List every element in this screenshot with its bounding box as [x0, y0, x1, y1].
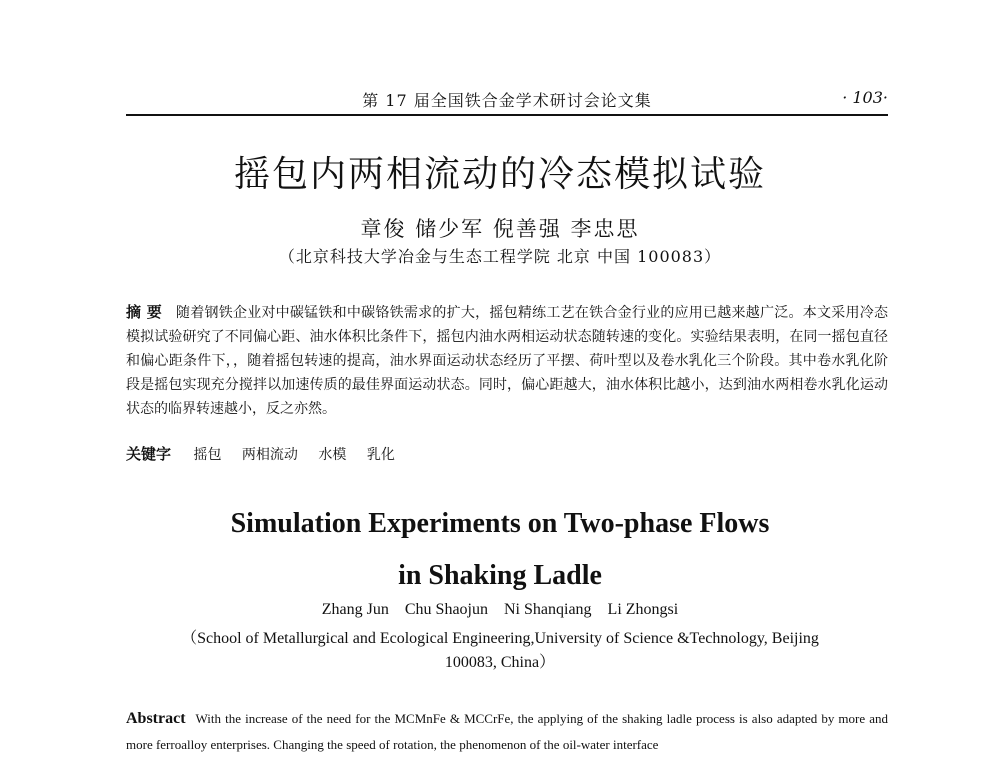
chinese-affiliation: （北京科技大学冶金与生态工程学院 北京 中国 100083）: [278, 247, 722, 266]
keyword: 水模: [318, 447, 347, 463]
page-number: · 103·: [842, 88, 888, 107]
english-title: [0, 498, 1000, 602]
chinese-keywords-label: 关键字: [126, 445, 172, 463]
chinese-title: 摇包内两相流动的冷态模拟试验: [233, 154, 766, 195]
english-author: Ni Shanqiang: [504, 601, 592, 618]
english-affiliation: [140, 627, 860, 675]
english-affiliation-line-2: 100083, China）: [444, 654, 556, 671]
english-title-line-1: Simulation Experiments on Two-phase Flows: [230, 508, 770, 539]
english-title-line-2: in Shaking Ladle: [398, 560, 602, 591]
english-author: Zhang Jun: [321, 601, 389, 618]
english-abstract-text: With the increase of the need for the MCMnFe & MCCrFe, the applying of the shaking ladle process is also adapted by more and more ferroalloy enterprises. Changing the speed of rotation, the phenomenon of the oil-water interface: [126, 711, 888, 752]
keyword: 两相流动: [241, 447, 298, 463]
running-header: [126, 86, 888, 116]
chinese-authors: 章俊 储少军 倪善强 李忠思: [360, 217, 640, 241]
chinese-abstract: [126, 300, 888, 421]
keyword: 乳化: [366, 447, 395, 463]
journal-title: 第 17 届全国铁合金学术研讨会论文集: [362, 91, 652, 110]
chinese-abstract-label: 摘 要: [126, 303, 162, 321]
keyword: 摇包: [193, 447, 222, 463]
english-affiliation-line-1: （School of Metallurgical and Ecological Engineering,University of Science &Technology, Beijing: [181, 630, 819, 647]
english-abstract-label: Abstract: [126, 710, 186, 727]
english-author: Li Zhongsi: [607, 601, 679, 618]
english-author: Chu Shaojun: [404, 601, 488, 618]
chinese-abstract-text: 随着钢铁企业对中碳锰铁和中碳铬铁需求的扩大，摇包精练工艺在铁合金行业的应用已越来越广泛。本文采用冷态模拟试验研究了不同偏心距、油水体积比条件下，摇包内油水两相运动状态随转速的变化。实验结果表明，在同一摇包直径和偏心距条件下，，随着摇包转速的提高，油水界面运动状态经历了平摆、荷叶型以及卷水乳化三个阶段。其中卷水乳化阶段是摇包实现充分搅拌以加速传质的最佳界面运动状态。同时，偏心距越大，油水体积比越小，达到油水两相卷水乳化运动状态的临界转速越小，反之亦然。: [126, 305, 888, 417]
english-authors: [0, 601, 1000, 619]
english-abstract: [126, 706, 888, 758]
chinese-keywords: [126, 444, 888, 465]
